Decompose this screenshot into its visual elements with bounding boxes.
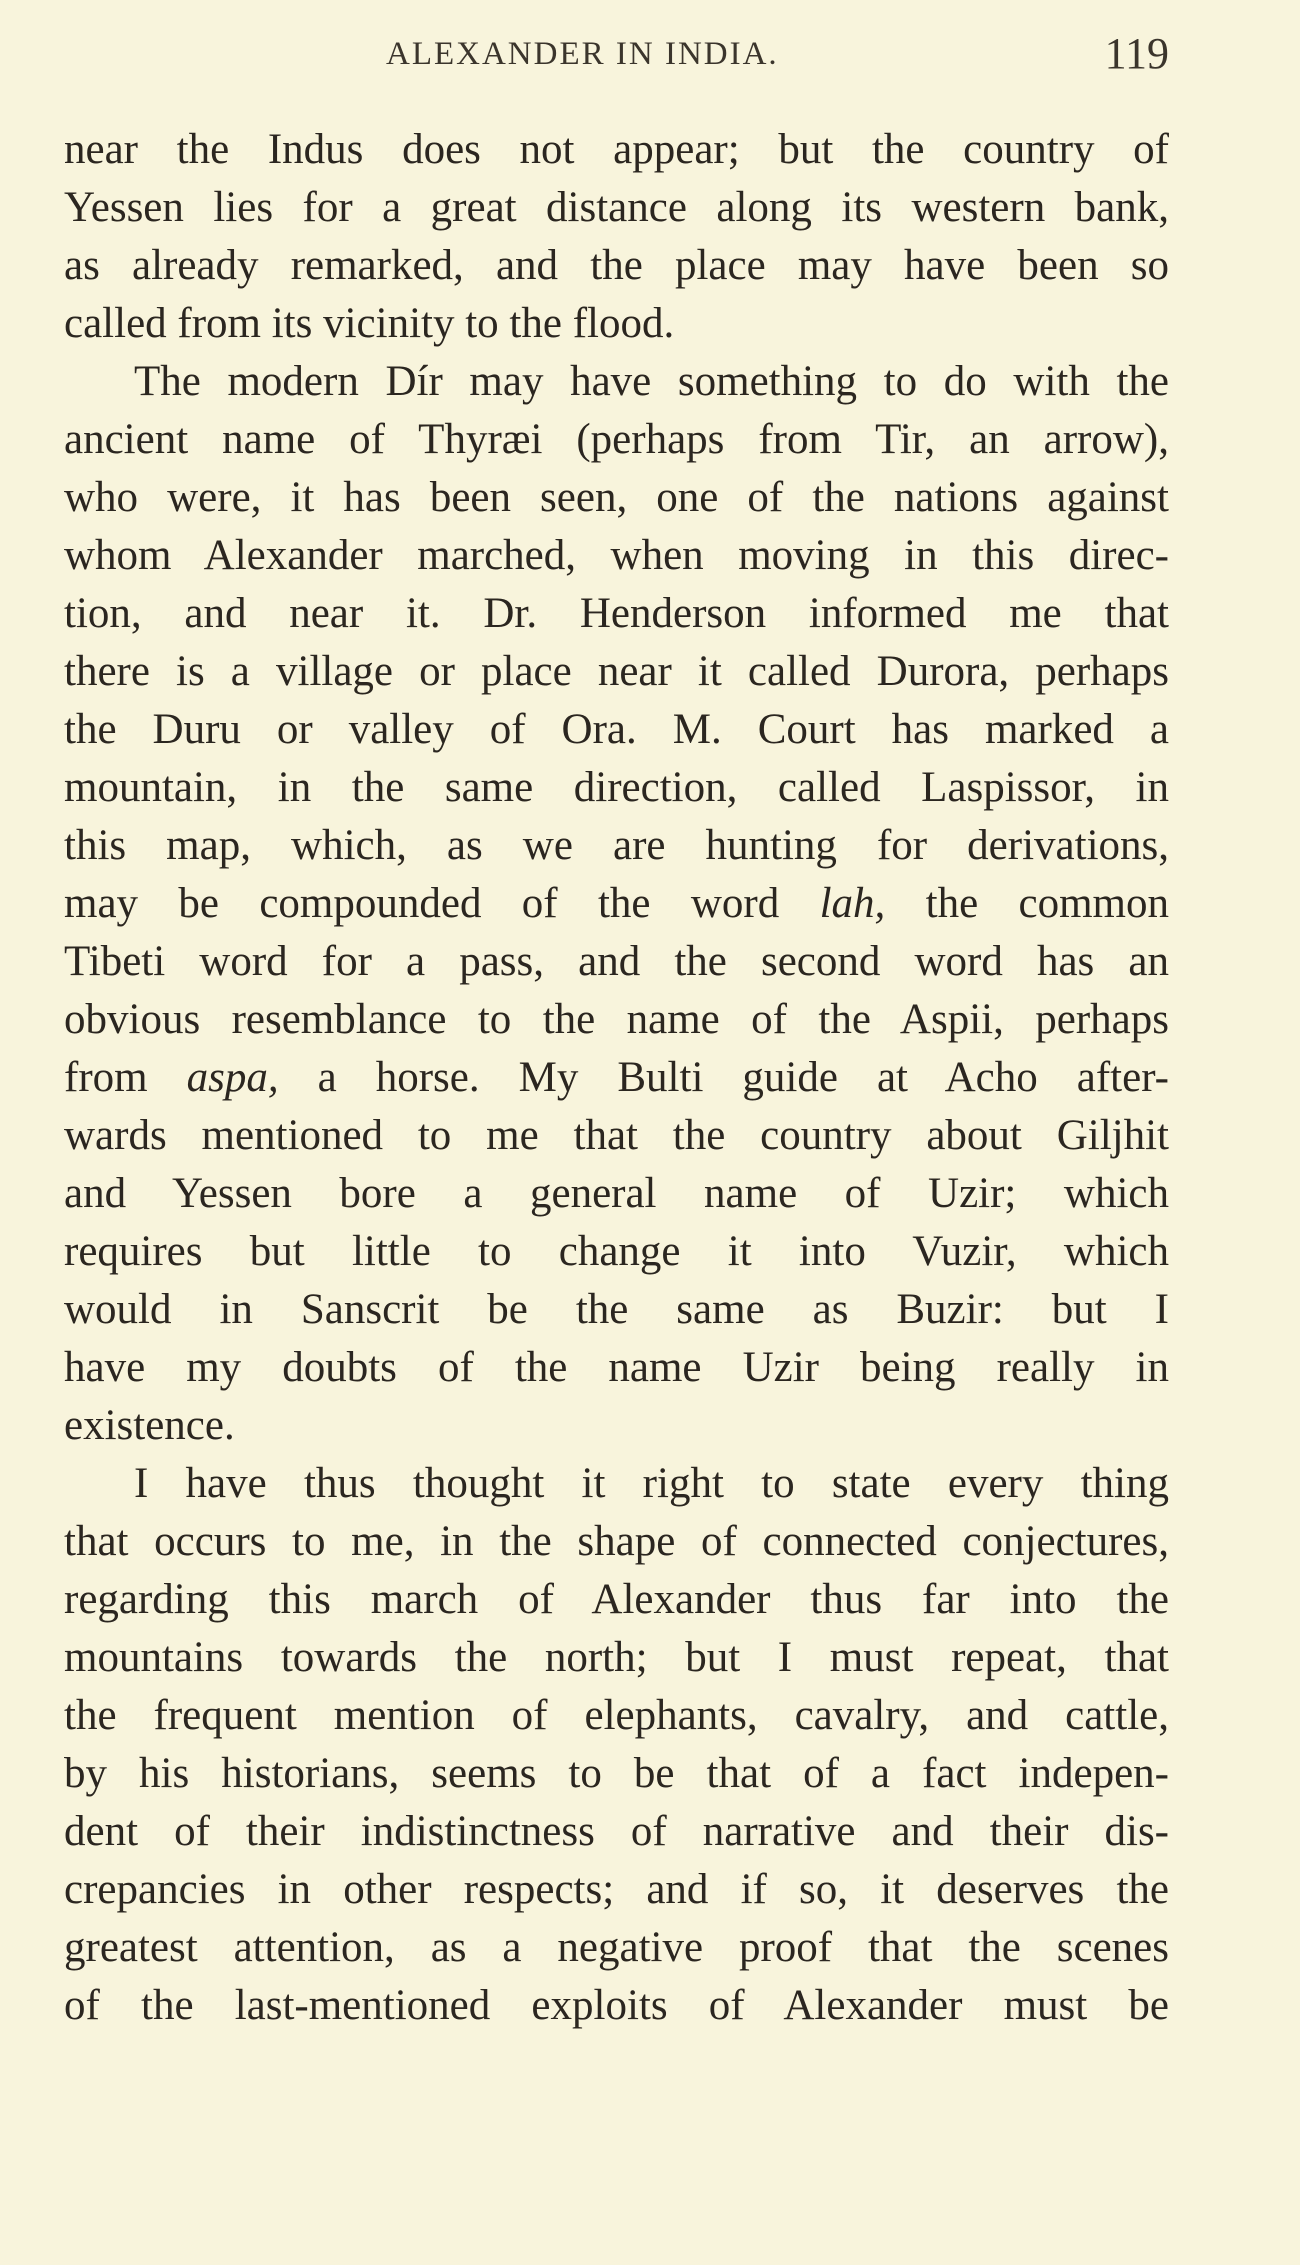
text-line: whom Alexander marched, when moving in this direc- [64,532,1169,579]
text-line: may be compounded of the word lah, the common [64,880,1169,927]
text-line: of the last-mentioned exploits of Alexander must be [64,1982,1169,2029]
text-line: the Duru or valley of Ora. M. Court has marked a [64,706,1169,753]
text-line: Yessen lies for a great distance along its western bank, [64,184,1169,231]
text-line: would in Sanscrit be the same as Buzir: but I [64,1286,1169,1333]
text-line: mountains towards the north; but I must repeat, that [64,1634,1169,1681]
running-head: ALEXANDER IN INDIA. [386,36,779,72]
text-line: ancient name of Thyræi (perhaps from Tir, an arrow), [64,416,1169,463]
text-line: requires but little to change it into Vuzir, which [64,1228,1169,1275]
text-line: from aspa, a horse. My Bulti guide at Acho after- [64,1054,1169,1101]
text-line: greatest attention, as a negative proof that the scenes [64,1924,1169,1971]
text-line: crepancies in other respects; and if so, it deserves the [64,1866,1169,1913]
italic-word: lah, [819,880,886,927]
text-line: have my doubts of the name Uzir being really in [64,1344,1169,1391]
text-line: The modern Dír may have something to do with the [134,358,1169,405]
body-text [64,121,1169,2035]
text-line: there is a village or place near it called Durora, perhaps [64,648,1169,695]
text-line: dent of their indistinctness of narrative and their dis- [64,1808,1169,1855]
text-line: by his historians, seems to be that of a fact indepen- [64,1750,1169,1797]
text-line: near the Indus does not appear; but the country of [64,126,1169,173]
page-header [64,28,1169,88]
text-line: mountain, in the same direction, called Laspissor, in [64,764,1169,811]
text-line: wards mentioned to me that the country about Giljhit [64,1112,1169,1159]
text-line: existence. [64,1402,235,1449]
text-line: tion, and near it. Dr. Henderson informed me that [64,590,1169,637]
text-line: this map, which, as we are hunting for derivations, [64,822,1169,869]
page-number: 119 [1104,29,1169,78]
text-line: the frequent mention of elephants, cavalry, and cattle, [64,1692,1169,1739]
text-line: I have thus thought it right to state every thing [134,1460,1169,1507]
text-line: and Yessen bore a general name of Uzir; which [64,1170,1169,1217]
text-line: regarding this march of Alexander thus far into the [64,1576,1169,1623]
text-line: Tibeti word for a pass, and the second word has an [64,938,1169,985]
text-line: who were, it has been seen, one of the nations against [64,474,1169,521]
text-line: as already remarked, and the place may have been so [64,242,1169,289]
text-line: called from its vicinity to the flood. [64,300,675,347]
text-line: that occurs to me, in the shape of connected conjectures, [64,1518,1169,1565]
italic-word: aspa, [186,1054,279,1101]
text-line: obvious resemblance to the name of the Aspii, perhaps [64,996,1169,1043]
